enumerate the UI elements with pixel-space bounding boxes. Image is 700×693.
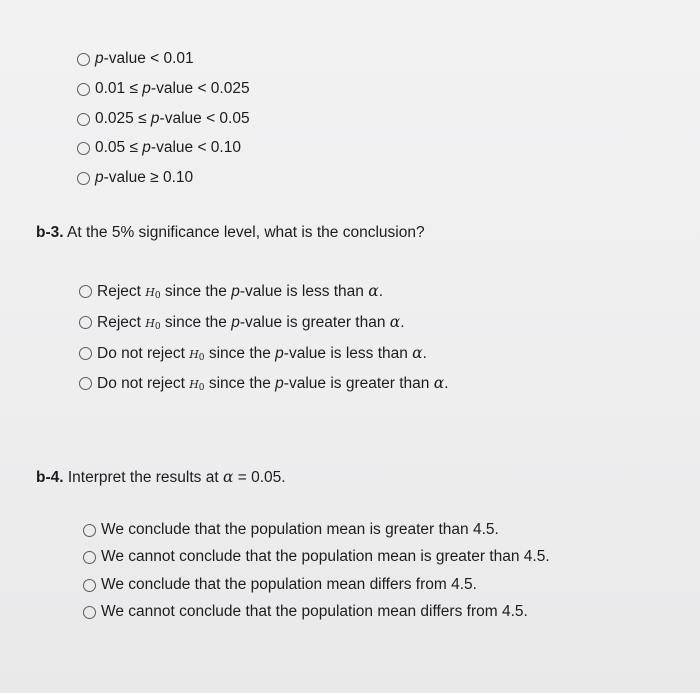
- question-b4-text-post: = 0.05.: [233, 469, 286, 486]
- radio-button[interactable]: [77, 142, 90, 155]
- h0-symbol: $H_0$: [189, 378, 205, 393]
- radio-button[interactable]: [79, 316, 92, 329]
- interpretation-option-4[interactable]: [83, 603, 528, 621]
- question-b4-label: b-4.: [36, 469, 64, 486]
- radio-button[interactable]: [77, 172, 90, 185]
- question-b4-heading: [36, 468, 286, 487]
- option-label: We cannot conclude that the population mean is greater than 4.5.: [101, 548, 550, 565]
- option-label: 0.025 ≤ p-value < 0.05: [95, 110, 250, 127]
- radio-button[interactable]: [83, 551, 96, 564]
- alpha-symbol: α: [222, 468, 234, 486]
- option-label: We conclude that the population mean is greater than 4.5.: [101, 521, 499, 538]
- radio-button[interactable]: [79, 285, 92, 298]
- question-b3-text: At the 5% significance level, what is the conclusion?: [63, 224, 425, 241]
- conclusion-option-4[interactable]: [79, 374, 449, 393]
- question-b3-heading: [36, 224, 425, 242]
- pvalue-option-1[interactable]: [77, 50, 194, 68]
- option-label: We conclude that the population mean differs from 4.5.: [101, 576, 477, 593]
- h0-symbol: $H_0$: [145, 317, 161, 332]
- radio-button[interactable]: [83, 606, 96, 619]
- h0-symbol: $H_0$: [145, 286, 161, 301]
- option-label: p-value ≥ 0.10: [95, 169, 194, 186]
- pvalue-option-5[interactable]: [77, 169, 193, 187]
- option-label: p-value < 0.01: [95, 50, 194, 67]
- conclusion-option-2[interactable]: [79, 313, 405, 332]
- option-label: Do not reject $H_0$ since the p-value is greater than α.: [97, 374, 449, 393]
- pvalue-option-4[interactable]: [77, 139, 241, 157]
- conclusion-option-1[interactable]: [79, 282, 383, 301]
- option-label: 0.05 ≤ p-value < 0.10: [95, 139, 241, 156]
- option-label: Do not reject $H_0$ since the p-value is less than α.: [97, 344, 427, 363]
- question-b3-label: b-3.: [36, 224, 64, 241]
- interpretation-option-1[interactable]: [83, 521, 499, 539]
- interpretation-option-3[interactable]: [83, 576, 477, 594]
- option-label: We cannot conclude that the population mean differs from 4.5.: [101, 603, 528, 620]
- option-label: Reject $H_0$ since the p-value is greater than α.: [97, 313, 405, 332]
- option-label: Reject $H_0$ since the p-value is less than α.: [97, 282, 384, 301]
- pvalue-option-3[interactable]: [77, 110, 250, 128]
- radio-button[interactable]: [79, 377, 92, 390]
- radio-button[interactable]: [77, 113, 90, 126]
- pvalue-option-2[interactable]: [77, 80, 250, 98]
- radio-button[interactable]: [79, 347, 92, 360]
- question-b4-text-pre: Interpret the results at: [63, 469, 223, 486]
- interpretation-option-2[interactable]: [83, 548, 550, 566]
- radio-button[interactable]: [77, 53, 90, 66]
- h0-symbol: $H_0$: [189, 348, 205, 363]
- radio-button[interactable]: [77, 83, 90, 96]
- conclusion-option-3[interactable]: [79, 344, 427, 363]
- radio-button[interactable]: [83, 579, 96, 592]
- radio-button[interactable]: [83, 524, 96, 537]
- option-label: 0.01 ≤ p-value < 0.025: [95, 80, 250, 97]
